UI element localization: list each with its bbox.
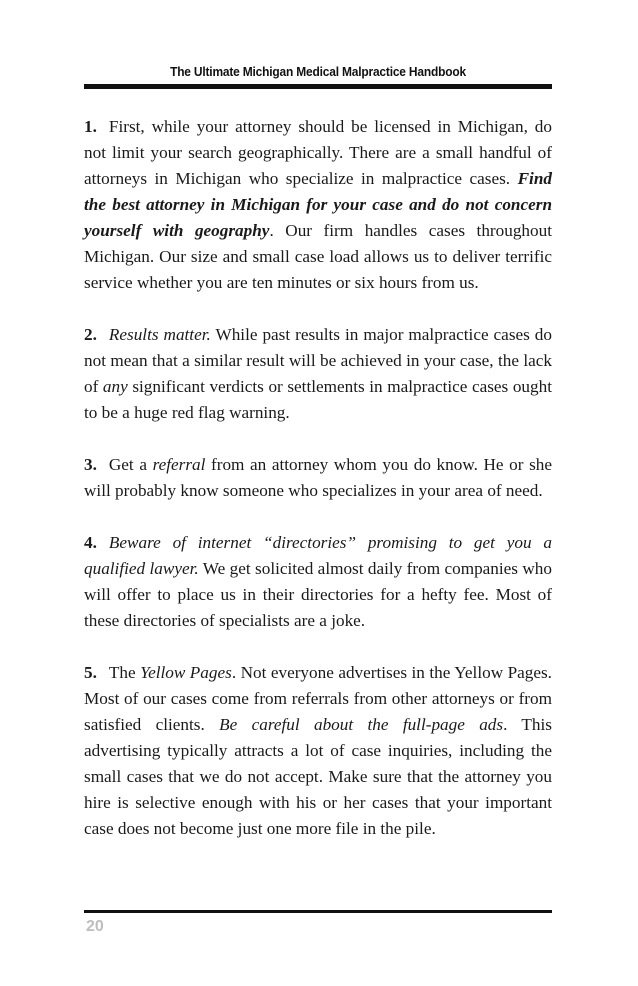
item-number: 3. [84,455,97,474]
item-number: 4. [84,533,97,552]
item-text: Get a [108,455,153,474]
item-number: 1. [84,117,97,136]
item-text: We get solicited almost daily from companies who will offer to place us in their directories for a hefty fee. Most of these directories of specialists are a joke. [84,559,552,630]
page-number: 20 [86,918,104,935]
list-item-2 [84,322,552,426]
italic-text: Beware of internet “directories” promising to get you a qualified lawyer. [84,533,552,578]
italic-text: Results matter. [108,325,211,344]
page-body [84,114,552,868]
item-number: 5. [84,663,97,682]
running-header: The Ultimate Michigan Medical Malpractice Handbook [170,64,466,79]
list-item-1 [84,114,552,296]
item-text: First, while your attorney should be licensed in Michigan, do not limit your search geographically. There are a small handful of attorneys in Michigan who specialize in malpractice cases. [84,117,552,188]
italic-text: Yellow Pages [140,663,232,682]
item-text: from an attorney whom you do know. He or she will probably know someone who specializes in your area of need. [84,455,552,500]
item-text: While past results in major malpractice cases do not mean that a similar result will be achieved in your case, the lack of [84,325,552,396]
italic-text: any [102,377,128,396]
item-text: . Our firm handles cases throughout Michigan. Our size and small case load allows us to deliver terrific service whether you are ten minutes or six hours from us. [84,221,552,292]
italic-text: referral [152,455,206,474]
list-item-4 [84,530,552,634]
italic-text: Be careful about the full-page ads [219,715,504,734]
emphasis-text: Find the best attorney in Michigan for your case and do not concern yourself with geography [84,169,552,240]
list-item-3 [84,452,552,504]
item-number: 2. [84,325,97,344]
item-text: . Not everyone advertises in the Yellow Pages. Most of our cases come from referrals from other attorneys or from satisfied clients. [84,663,552,734]
header-rule [84,84,552,89]
list-item-5 [84,660,552,842]
footer-rule [84,910,552,913]
item-text: . This advertising typically attracts a lot of case inquiries, including the small cases that we do not accept. Make sure that the attorney you hire is selective enough with his or her cases that your important case does not become just one more file in the pile. [84,715,552,838]
item-text: significant verdicts or settlements in malpractice cases ought to be a huge red flag warning. [84,377,552,422]
item-text: The [108,663,141,682]
